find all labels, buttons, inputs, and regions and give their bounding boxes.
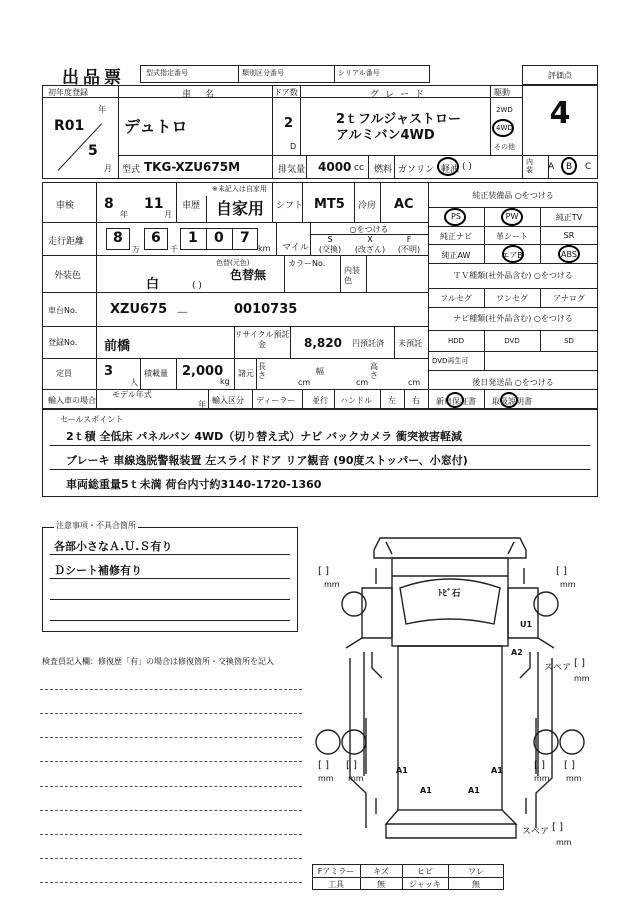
navi-type-title: ナビ種類(社外品含む) ○をつける bbox=[453, 314, 573, 323]
tv-type-title: ＴＶ種類(社外品含む) ○をつける bbox=[453, 271, 573, 280]
mileage-digit-5: 7 bbox=[240, 230, 250, 246]
model-label: 型式 bbox=[122, 165, 141, 175]
load-unit: kg bbox=[220, 377, 230, 386]
load-value: 2,000 bbox=[182, 364, 224, 379]
fuel-diesel-circle bbox=[437, 157, 459, 176]
navi-sd: SD bbox=[564, 337, 574, 345]
mark-a2: A2 bbox=[511, 648, 523, 657]
tire-rl1-bracket: [ ] bbox=[318, 760, 329, 771]
equip-airbag-circle bbox=[502, 245, 524, 263]
registration-label: 登録No. bbox=[48, 338, 78, 347]
navi-dvd: DVD bbox=[504, 337, 520, 345]
tire-tr-mm: mm bbox=[560, 580, 576, 589]
capacity-value: 3 bbox=[104, 364, 114, 379]
recycle-unpaid: 未預託 bbox=[398, 339, 422, 348]
sales-point-line-2: ブレーキ 車線逸脱警報装置 左スライドドア リア観音 (90度ストッパー、小窓付) bbox=[66, 454, 468, 467]
handle-label: ハンドル bbox=[340, 396, 372, 405]
equip-pw-circle bbox=[501, 208, 523, 226]
spare-rear-bracket: [ ] bbox=[552, 822, 563, 833]
legend-header-2: キズ bbox=[373, 867, 389, 876]
year-suffix: 年 bbox=[98, 105, 106, 114]
load-label: 積載量 bbox=[144, 369, 168, 378]
meter-swap-label: (交換) bbox=[318, 245, 342, 254]
tire-rl2-mm: mm bbox=[348, 774, 364, 783]
fuel-other: ( ) bbox=[462, 162, 472, 172]
height-unit: cm bbox=[408, 378, 421, 387]
genuine-equipment-title: 純正装備品 ○をつける bbox=[472, 191, 554, 200]
doors-label: ドア数 bbox=[274, 88, 298, 97]
history-label: 車歴 bbox=[182, 201, 201, 211]
equip-abs-circle bbox=[558, 245, 580, 263]
later-manual: 取扱説明書 bbox=[492, 397, 532, 406]
spare-front-bracket: [ ] bbox=[574, 658, 585, 669]
registration-value: 前橋 bbox=[104, 339, 131, 354]
recycle-paid: 円預託済 bbox=[352, 339, 384, 348]
handle-right: 右 bbox=[412, 396, 420, 405]
import-dealer: ディーラー bbox=[256, 396, 296, 405]
displacement-label: 排気量 bbox=[278, 165, 306, 175]
legend-header-4: ワレ bbox=[468, 867, 484, 876]
handle-left: 左 bbox=[388, 396, 396, 405]
sales-point-title: セールスポイント bbox=[60, 415, 124, 424]
width-label: 幅 bbox=[316, 367, 324, 376]
length-label: 長さ bbox=[258, 362, 266, 380]
displacement-unit: cc bbox=[354, 163, 364, 173]
tire-rl2-bracket: [ ] bbox=[346, 760, 357, 771]
repaint-label: 色替(元色) bbox=[216, 259, 250, 267]
import-label: 輸入車の場合 bbox=[48, 396, 96, 405]
interior-label: 内装 bbox=[526, 158, 533, 174]
first-registration-era: R01 bbox=[54, 118, 85, 134]
mark-a1-right: A1 bbox=[491, 766, 503, 775]
unregistered-note: ※未記入は自家用 bbox=[212, 185, 267, 193]
drive-label: 駆動 bbox=[494, 88, 510, 97]
cooler-label: 冷房 bbox=[358, 201, 377, 211]
capacity-unit: 人 bbox=[130, 378, 138, 387]
interior-grade-a: A bbox=[548, 162, 555, 172]
score-label: 評価点 bbox=[548, 71, 572, 80]
equip-leather-seat: 革シート bbox=[496, 232, 528, 241]
legend-header-1: Fアミラー bbox=[317, 867, 355, 876]
shaken-month-unit: 月 bbox=[164, 210, 172, 219]
model-year-label: モデル年式 bbox=[112, 390, 152, 399]
equip-abs: ABS bbox=[561, 250, 577, 259]
shift-value: MT5 bbox=[314, 197, 345, 212]
legend-value-1: 工具 bbox=[328, 880, 344, 889]
shaken-year-unit: 年 bbox=[120, 210, 128, 219]
meter-unknown-label: (不明) bbox=[397, 245, 421, 254]
sales-point-line-3: 車両総重量5ｔ未満 荷台内寸約3140-1720-1360 bbox=[66, 478, 322, 491]
repaint-paren: ( ) bbox=[192, 281, 202, 291]
mileage-sen: 千 bbox=[170, 245, 178, 254]
shift-label: シフト bbox=[276, 201, 304, 211]
later-warranty-circle bbox=[446, 392, 464, 408]
spare-front-label: スペア bbox=[544, 663, 572, 673]
length-unit: cm bbox=[298, 378, 311, 387]
car-name-label: 車名 bbox=[182, 90, 229, 100]
drive-other: その他 bbox=[494, 143, 515, 151]
displacement-value: 4000 bbox=[318, 160, 352, 174]
tire-tr-bracket: [ ] bbox=[556, 566, 567, 577]
tire-rl1-mm: mm bbox=[318, 774, 334, 783]
height-label: 高さ bbox=[370, 362, 378, 380]
tire-rr2-mm: mm bbox=[566, 774, 582, 783]
import-parallel: 並行 bbox=[312, 396, 328, 405]
meter-swap: S bbox=[327, 235, 333, 244]
chassis-prefix: XZU675 bbox=[110, 302, 168, 317]
car-name: デュトロ bbox=[124, 117, 188, 136]
shaken-month: 11 bbox=[144, 196, 164, 212]
recycle-value: 8,820 bbox=[304, 336, 342, 350]
tire-rr2-bracket: [ ] bbox=[564, 760, 575, 771]
chassis-label: 車台No. bbox=[48, 306, 78, 315]
notes-line-1: 各部小さなＡ.Ｕ.Ｓ有り bbox=[54, 540, 173, 553]
equip-sunroof: SR bbox=[563, 231, 575, 240]
tv-analog: アナログ bbox=[553, 294, 585, 303]
navi-hdd: HDD bbox=[447, 337, 465, 345]
dvd-playback-label: DVD再生可 bbox=[432, 357, 469, 365]
meter-modified: X bbox=[367, 235, 373, 244]
legend-header-3: ヒビ bbox=[417, 867, 433, 876]
vehicle-damage-diagram bbox=[306, 528, 596, 858]
capacity-label: 定員 bbox=[56, 369, 72, 378]
drive-2wd: 2WD bbox=[496, 106, 513, 114]
doors-suffix: D bbox=[290, 142, 297, 151]
interior-color-label: 内装色 bbox=[344, 266, 360, 285]
meter-circle-note: ○をつける bbox=[349, 225, 389, 234]
import-type-label: 輸入区分 bbox=[212, 396, 244, 405]
drive-4wd: 4WD bbox=[496, 124, 513, 132]
model-value: TKG-XZU675M bbox=[144, 160, 241, 174]
sales-point-line-1: 2ｔ積 全低床 パネルバン 4WD（切り替え式）ナビ バックカメラ 衝突被害軽減 bbox=[66, 430, 462, 443]
equip-genuine-aw: 純正AW bbox=[441, 251, 471, 260]
tire-tl-bracket: [ ] bbox=[318, 566, 329, 577]
drive-4wd-circle bbox=[492, 119, 514, 137]
page-title: 出品票 bbox=[62, 68, 125, 88]
grade-line-1: 2ｔフルジャストロー bbox=[336, 112, 461, 127]
mileage-label: 走行距離 bbox=[48, 237, 85, 247]
notes-title: 注意事項・不具合箇所 bbox=[56, 521, 136, 530]
first-registration-label: 初年度登録 bbox=[48, 88, 88, 97]
equip-ps-circle bbox=[444, 208, 466, 226]
mark-u1: U1 bbox=[520, 620, 533, 629]
width-unit: cm bbox=[356, 378, 369, 387]
windshield-chip-mark: ﾄﾋﾞ石 bbox=[438, 589, 461, 599]
tire-rr1-mm: mm bbox=[534, 774, 550, 783]
mileage-km: km bbox=[258, 244, 271, 253]
mileage-digit-3: 1 bbox=[188, 230, 198, 246]
first-registration-month: 5 bbox=[88, 143, 98, 159]
interior-grade-c: C bbox=[585, 162, 592, 172]
repaint-value: 色替無 bbox=[230, 268, 267, 282]
meter-modified-label: (改ざん) bbox=[354, 245, 386, 254]
interior-grade-b: B bbox=[566, 162, 573, 172]
mileage-digit-1: 8 bbox=[113, 230, 123, 246]
inspector-note-label: 検査員記入欄：修復歴「有」の場合は修復箇所・交換箇所を記入 bbox=[42, 657, 274, 666]
tire-rr1-bracket: [ ] bbox=[534, 760, 545, 771]
interior-grade-b-circle bbox=[561, 157, 577, 175]
spare-rear-mm: mm bbox=[556, 838, 572, 847]
mark-a1-bottom-right: A1 bbox=[468, 786, 480, 795]
shaken-label: 車検 bbox=[56, 201, 75, 211]
grade-line-2: アルミバン4WD bbox=[336, 128, 435, 143]
class-number-label: 類別区分番号 bbox=[242, 69, 284, 77]
later-manual-circle bbox=[500, 392, 518, 408]
legend-value-4: 無 bbox=[472, 880, 480, 889]
fuel-diesel: 軽油 bbox=[441, 165, 460, 175]
fuel-gasoline: ガソリン bbox=[398, 165, 435, 175]
equip-pw: PW bbox=[505, 212, 519, 221]
model-cert-label: 型式指定番号 bbox=[146, 69, 188, 77]
dimensions-label: 諸元 bbox=[238, 369, 254, 378]
mile-label: マイル bbox=[282, 243, 309, 253]
meter-unknown: F bbox=[406, 235, 412, 244]
mark-a1-bottom-left: A1 bbox=[420, 786, 432, 795]
tire-tl-mm: mm bbox=[324, 580, 340, 589]
later-shipment-title: 後日発送品 ○をつける bbox=[472, 378, 554, 387]
fuel-label: 燃料 bbox=[374, 165, 393, 175]
cooler-value: AC bbox=[394, 197, 414, 212]
color-number-label: カラーNo. bbox=[288, 259, 326, 268]
tv-fullseg: フルセグ bbox=[440, 294, 472, 303]
notes-line-2: Ｄシート補修有り bbox=[54, 564, 142, 577]
tv-oneseg: ワンセグ bbox=[496, 294, 528, 303]
chassis-number: 0010735 bbox=[234, 302, 298, 317]
later-warranty: 新車保証書 bbox=[436, 397, 476, 406]
equip-genuine-tv: 純正TV bbox=[555, 213, 583, 222]
equip-airbag: エアB bbox=[501, 251, 523, 260]
spare-front-mm: mm bbox=[574, 674, 590, 683]
mark-a1-left: A1 bbox=[396, 766, 408, 775]
evaluation-score: 4 bbox=[549, 96, 571, 131]
month-suffix: 月 bbox=[104, 164, 112, 173]
serial-number-label: シリアル番号 bbox=[338, 69, 380, 77]
grade-label: グレード bbox=[370, 90, 431, 100]
import-year-unit: 年 bbox=[198, 400, 206, 409]
chassis-dash: － bbox=[176, 306, 190, 321]
spare-rear-label: スペア bbox=[522, 827, 550, 837]
mileage-man: 万 bbox=[132, 245, 140, 254]
doors-value: 2 bbox=[284, 116, 294, 131]
equip-genuine-navi: 純正ナビ bbox=[440, 232, 472, 241]
mileage-digit-2: 6 bbox=[151, 230, 161, 246]
equip-ps: PS bbox=[451, 212, 461, 221]
history-value: 自家用 bbox=[216, 199, 265, 218]
exterior-color-value: 白 bbox=[146, 277, 160, 292]
exterior-color-label: 外装色 bbox=[54, 271, 82, 281]
recycle-label: リサイクル預託金 bbox=[234, 330, 290, 349]
shaken-year: 8 bbox=[104, 196, 114, 212]
legend-value-3: ジャッキ bbox=[409, 880, 441, 889]
legend-value-2: 無 bbox=[377, 880, 385, 889]
mileage-digit-4: 0 bbox=[214, 230, 224, 246]
